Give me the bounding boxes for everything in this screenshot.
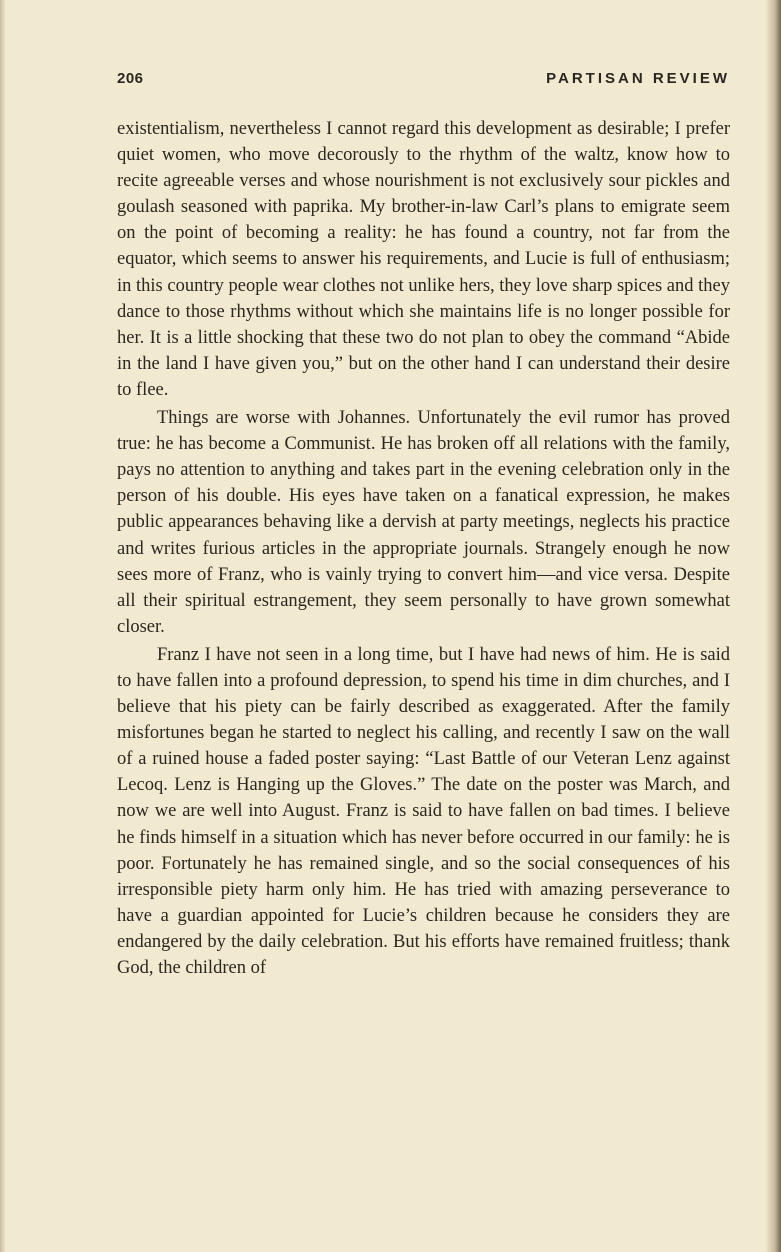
journal-title: PARTISAN REVIEW [546,70,730,87]
paragraph-johannes: Things are worse with Johannes. Unfortunately the evil rumor has proved true: he has become a Communist. He has broken off all relations with the family, pays no attention to anything and takes part in the evening celebration only in the person of his double. His eyes have taken on a fanatical expression, he makes public appearances behaving like a dervish at party meetings, neglects his practice and writes furious articles in the appropriate journals. Strangely enough he now sees more of Franz, who is vainly trying to convert him—and vice versa. Despite all their spiritual estrangement, they seem personally to have grown somewhat closer. [117,408,730,637]
page-right-edge-shadow [765,0,781,1252]
paragraph-continued: existentialism, nevertheless I cannot regard this development as desirable; I prefer quiet women, who move decorously to the rhythm of the waltz, know how to recite agreeable verses and whose nourishment is not exclusively sour pickles and goulash seasoned with paprika. My brother-in-law Carl’s plans to emigrate seem on the point of becoming a reality: he has found a country, not far from the equator, which seems to answer his requirements, and Lucie is full of enthusiasm; in this country people wear clothes not unlike hers, they love sharp spices and they dance to those rhythms without which she maintains life is no longer possible for her. It is a little shocking that these two do not plan to obey the command “Abide in the land I have given you,” but on the other hand I can understand their desire to flee. [117,119,730,400]
body-text [117,116,730,981]
page-left-edge [0,0,6,1252]
running-head [117,70,730,94]
paragraph-franz: Franz I have not seen in a long time, but I have had news of him. He is said to have fallen into a profound depression, to spend his time in dim churches, and I believe that his piety can be fairly described as exaggerated. After the family misfortunes began he started to neglect his calling, and recently I saw on the wall of a ruined house a faded poster saying: “Last Battle of our Veteran Lenz against Lecoq. Lenz is Hanging up the Gloves.” The date on the poster was March, and now we are well into August. Franz is said to have fallen on bad times. I believe he finds himself in a situation which has never before occurred in our family: he is poor. Fortunately he has remained single, and so the social consequences of his irresponsible piety harm only him. He has tried with amazing perseverance to have a guardian appointed for Lucie’s children because he considers they are endangered by the daily celebration. But his efforts have remained fruitless; thank God, the children of [117,644,730,978]
page-number: 206 [117,70,144,87]
